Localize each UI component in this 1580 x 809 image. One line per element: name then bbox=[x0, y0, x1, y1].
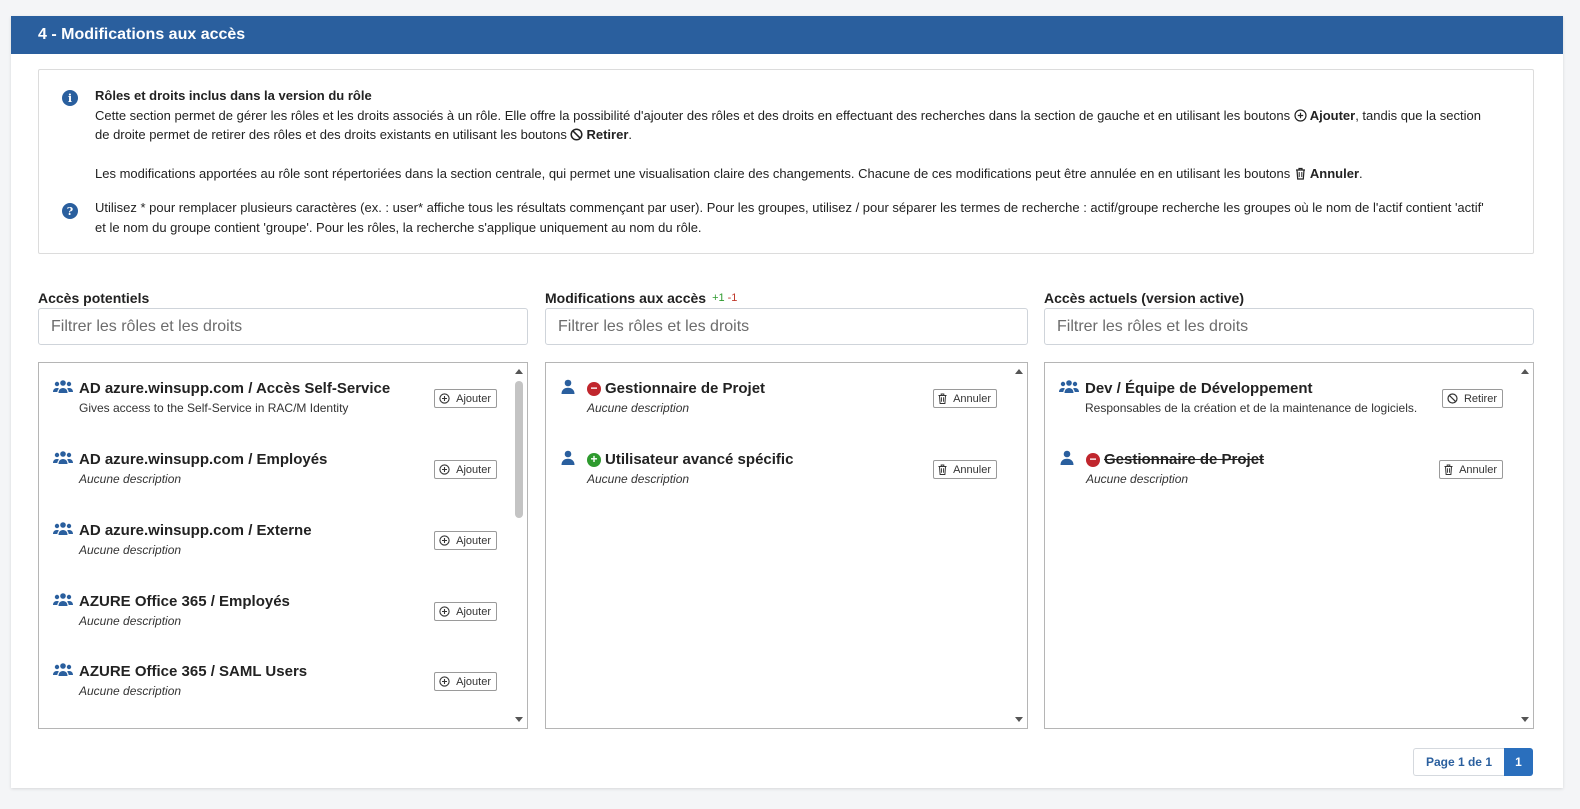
cancel-button[interactable] bbox=[933, 389, 997, 408]
group-icon bbox=[53, 662, 73, 678]
list-item bbox=[39, 434, 511, 494]
plus-circle-icon bbox=[1294, 109, 1307, 122]
list-item bbox=[1045, 434, 1517, 494]
group-icon bbox=[53, 379, 73, 395]
info-box bbox=[38, 69, 1534, 254]
add-button-label: Ajouter bbox=[456, 675, 491, 688]
removed-status-icon: − bbox=[587, 382, 601, 396]
list-item bbox=[39, 646, 511, 706]
access-changes-title-row bbox=[545, 288, 1028, 308]
changes-filter-input[interactable] bbox=[545, 308, 1028, 345]
access-changes-title: Modifications aux accès bbox=[545, 290, 707, 306]
item-name: AZURE Office 365 / SAML Users bbox=[79, 663, 308, 680]
trash-icon bbox=[1444, 464, 1456, 475]
trash-icon bbox=[938, 464, 950, 475]
removed-status-icon: − bbox=[1086, 453, 1100, 467]
list-item bbox=[1045, 363, 1517, 423]
add-button-label: Ajouter bbox=[456, 463, 491, 476]
current-filter-input[interactable] bbox=[1044, 308, 1534, 345]
info-cancel-label: Annuler bbox=[1309, 166, 1360, 181]
group-icon bbox=[53, 592, 73, 608]
removed-count-badge: -1 bbox=[727, 292, 738, 304]
current-access-title: Accès actuels (version active) bbox=[1044, 290, 1244, 306]
item-name: AD azure.winsupp.com / Accès Self-Service bbox=[79, 380, 391, 397]
add-button[interactable] bbox=[434, 531, 497, 550]
cancel-button-label: Annuler bbox=[953, 463, 991, 476]
user-icon bbox=[561, 379, 581, 395]
added-count-badge: +1 bbox=[712, 292, 725, 304]
item-description: Aucune description bbox=[587, 472, 690, 486]
add-button[interactable] bbox=[434, 672, 497, 691]
add-button-label: Ajouter bbox=[456, 534, 491, 547]
item-name: Utilisateur avancé spécific bbox=[605, 451, 794, 468]
item-description: Aucune description bbox=[79, 472, 182, 486]
access-changes-column bbox=[545, 288, 1028, 486]
info-paragraph-2-end: . bbox=[1359, 166, 1363, 181]
ban-icon bbox=[570, 128, 583, 141]
pagination bbox=[1413, 748, 1533, 776]
scroll-up-arrow[interactable] bbox=[515, 369, 523, 374]
scroll-down-arrow[interactable] bbox=[1521, 717, 1529, 722]
add-button-label: Ajouter bbox=[456, 605, 491, 618]
item-description: Gives access to the Self-Service in RAC/M Identity bbox=[79, 401, 349, 415]
item-name: AD azure.winsupp.com / Externe bbox=[79, 522, 312, 539]
cancel-button-label: Annuler bbox=[1459, 463, 1497, 476]
plus-circle-icon bbox=[439, 535, 453, 546]
list-item bbox=[546, 363, 1011, 423]
current-access-column bbox=[1044, 288, 1534, 486]
scroll-down-arrow[interactable] bbox=[515, 717, 523, 722]
scrollbar[interactable] bbox=[511, 363, 527, 728]
potential-access-title: Accès potentiels bbox=[38, 290, 150, 306]
add-button-label: Ajouter bbox=[456, 392, 491, 405]
item-description: Aucune description bbox=[79, 543, 182, 557]
help-icon: ? bbox=[62, 203, 78, 219]
potential-access-column bbox=[38, 288, 528, 698]
item-description: Aucune description bbox=[1086, 472, 1189, 486]
list-item bbox=[39, 363, 511, 423]
remove-button-label: Retirer bbox=[1463, 392, 1497, 405]
info-content bbox=[95, 86, 1493, 184]
scroll-down-arrow[interactable] bbox=[1015, 717, 1023, 722]
cancel-button[interactable] bbox=[933, 460, 997, 479]
scroll-thumb[interactable] bbox=[515, 381, 523, 518]
add-button[interactable] bbox=[434, 460, 497, 479]
plus-circle-icon bbox=[439, 464, 453, 475]
ban-icon bbox=[1447, 393, 1461, 404]
scroll-up-arrow[interactable] bbox=[1015, 369, 1023, 374]
cancel-button-label: Annuler bbox=[953, 392, 991, 405]
current-access-list[interactable] bbox=[1044, 362, 1534, 729]
item-name: Gestionnaire de Projet bbox=[605, 380, 766, 397]
item-name: AD azure.winsupp.com / Employés bbox=[79, 451, 328, 468]
scrollbar[interactable] bbox=[1517, 363, 1533, 728]
group-icon bbox=[53, 450, 73, 466]
scroll-up-arrow[interactable] bbox=[1521, 369, 1529, 374]
item-description: Aucune description bbox=[587, 401, 690, 415]
plus-circle-icon bbox=[439, 676, 453, 687]
add-button[interactable] bbox=[434, 389, 497, 408]
added-status-icon: + bbox=[587, 453, 601, 467]
item-name: Gestionnaire de Projet bbox=[1104, 451, 1265, 468]
info-title: Rôles et droits inclus dans la version du rôle bbox=[95, 88, 372, 103]
potential-access-list[interactable] bbox=[38, 362, 528, 729]
info-paragraph-1a: Cette section permet de gérer les rôles et les droits associés à un rôle. Elle offre la possibilité d'ajouter des rôles et des droits en effectuant des recherches dans la section de gauche et en utilisant les boutons bbox=[95, 107, 1291, 123]
info-add-label: Ajouter bbox=[1309, 107, 1356, 123]
remove-button[interactable] bbox=[1442, 389, 1503, 408]
plus-circle-icon bbox=[439, 606, 453, 617]
item-description: Responsables de la création et de la maintenance de logiciels. bbox=[1085, 401, 1418, 415]
potential-filter-input[interactable] bbox=[38, 308, 528, 345]
item-name: AZURE Office 365 / Employés bbox=[79, 593, 290, 610]
add-button[interactable] bbox=[434, 602, 497, 621]
cancel-button[interactable] bbox=[1439, 460, 1503, 479]
scrollbar[interactable] bbox=[1011, 363, 1027, 728]
access-changes-list[interactable] bbox=[545, 362, 1028, 729]
info-icon: i bbox=[62, 90, 78, 106]
list-item bbox=[546, 434, 1011, 494]
panel-title: 4 - Modifications aux accès bbox=[11, 16, 1563, 54]
page-indicator: Page 1 de 1 bbox=[1413, 748, 1504, 776]
user-icon bbox=[1060, 450, 1080, 466]
info-remove-label: Retirer bbox=[586, 127, 629, 142]
info-paragraph-1-end: . bbox=[628, 127, 633, 142]
trash-icon bbox=[938, 393, 950, 404]
item-description: Aucune description bbox=[79, 684, 182, 698]
item-name: Dev / Équipe de Développement bbox=[1085, 380, 1313, 397]
item-description: Aucune description bbox=[79, 614, 182, 628]
group-icon bbox=[53, 521, 73, 537]
list-item bbox=[39, 576, 511, 636]
info-paragraph-2: Les modifications apportées au rôle sont répertoriées dans la section centrale, qui permet une visualisation claire des changements. Chacune de ces modifications peut être annulée en en utilisant les boutons bbox=[95, 166, 1291, 181]
user-icon bbox=[561, 450, 581, 466]
list-item bbox=[39, 505, 511, 565]
plus-circle-icon bbox=[439, 393, 453, 404]
group-icon bbox=[1059, 379, 1079, 395]
page-button-1[interactable]: 1 bbox=[1504, 748, 1533, 776]
help-text: Utilisez * pour remplacer plusieurs caractères (ex. : user* affiche tous les résultats commençant par user). Pour les groupes, utilisez / pour séparer les termes de recherche : actif/groupe recherche les groupes où le nom de l'actif contient 'actif' et le nom du groupe contient 'groupe'. Pour les rôles, la recherche s'applique uniquement au nom du rôle. bbox=[95, 200, 1484, 235]
trash-icon bbox=[1294, 167, 1307, 180]
info-paragraph-1b: , tandis que la section de droite permet de retirer des rôles et des droits existants en utilisant les boutons bbox=[95, 107, 1481, 142]
access-modifications-panel bbox=[11, 16, 1563, 788]
